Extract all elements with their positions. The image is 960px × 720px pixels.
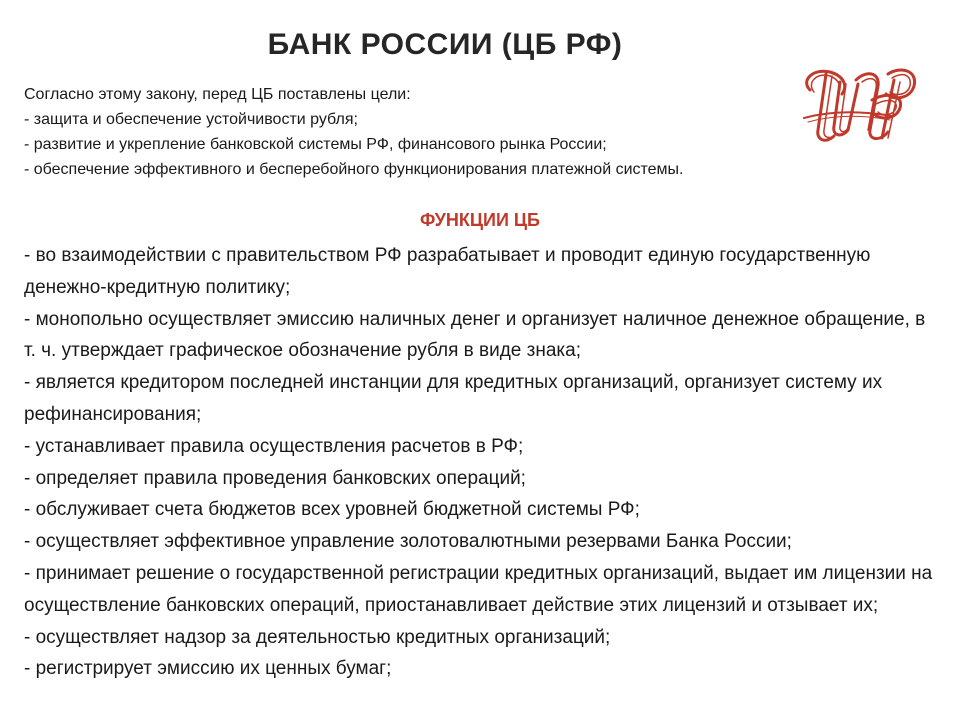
page-title: БАНК РОССИИ (ЦБ РФ) (267, 28, 623, 61)
functions-list (24, 240, 936, 685)
intro-line: - защита и обеспечение устойчивости рубля; (24, 111, 358, 128)
cbr-monogram-icon (796, 60, 926, 150)
intro-block (24, 82, 764, 182)
list-item: - осуществляет эффективное управление золотовалютными резервами Банка России; (24, 531, 792, 553)
functions-heading: ФУНКЦИИ ЦБ (420, 210, 540, 230)
list-item: - осуществляет надзор за деятельностью кредитных организаций; (24, 626, 611, 648)
list-item: - определяет правила проведения банковских операций; (24, 467, 526, 489)
intro-line: - обеспечение эффективного и бесперебойного функционирования платежной системы. (24, 161, 684, 178)
list-item: - регистрирует эмиссию их ценных бумаг; (24, 658, 392, 680)
list-item: - является кредитором последней инстанции для кредитных организаций, организует систему их рефинансирования; (24, 372, 883, 425)
list-item: - монопольно осуществляет эмиссию наличных денег и организует наличное денежное обращение, в т. ч. утверждает графическое обозначение рубля в виде знака; (24, 308, 926, 362)
list-item: - обслуживает счета бюджетов всех уровней бюджетной системы РФ; (24, 499, 640, 521)
list-item: - во взаимодействии с правительством РФ разрабатывает и проводит единую государственную денежно-кредитную политику; (24, 245, 871, 298)
list-item: - устанавливает правила осуществления расчетов в РФ; (24, 435, 524, 457)
intro-line: Согласно этому закону, перед ЦБ поставлены цели: (24, 86, 411, 103)
list-item: - принимает решение о государственной регистрации кредитных организаций, выдает им лицензии на осуществление банковских операций, приостанавливает действие этих лицензий и отзывает их; (24, 562, 933, 616)
intro-line: - развитие и укрепление банковской системы РФ, финансового рынка России; (24, 136, 607, 153)
